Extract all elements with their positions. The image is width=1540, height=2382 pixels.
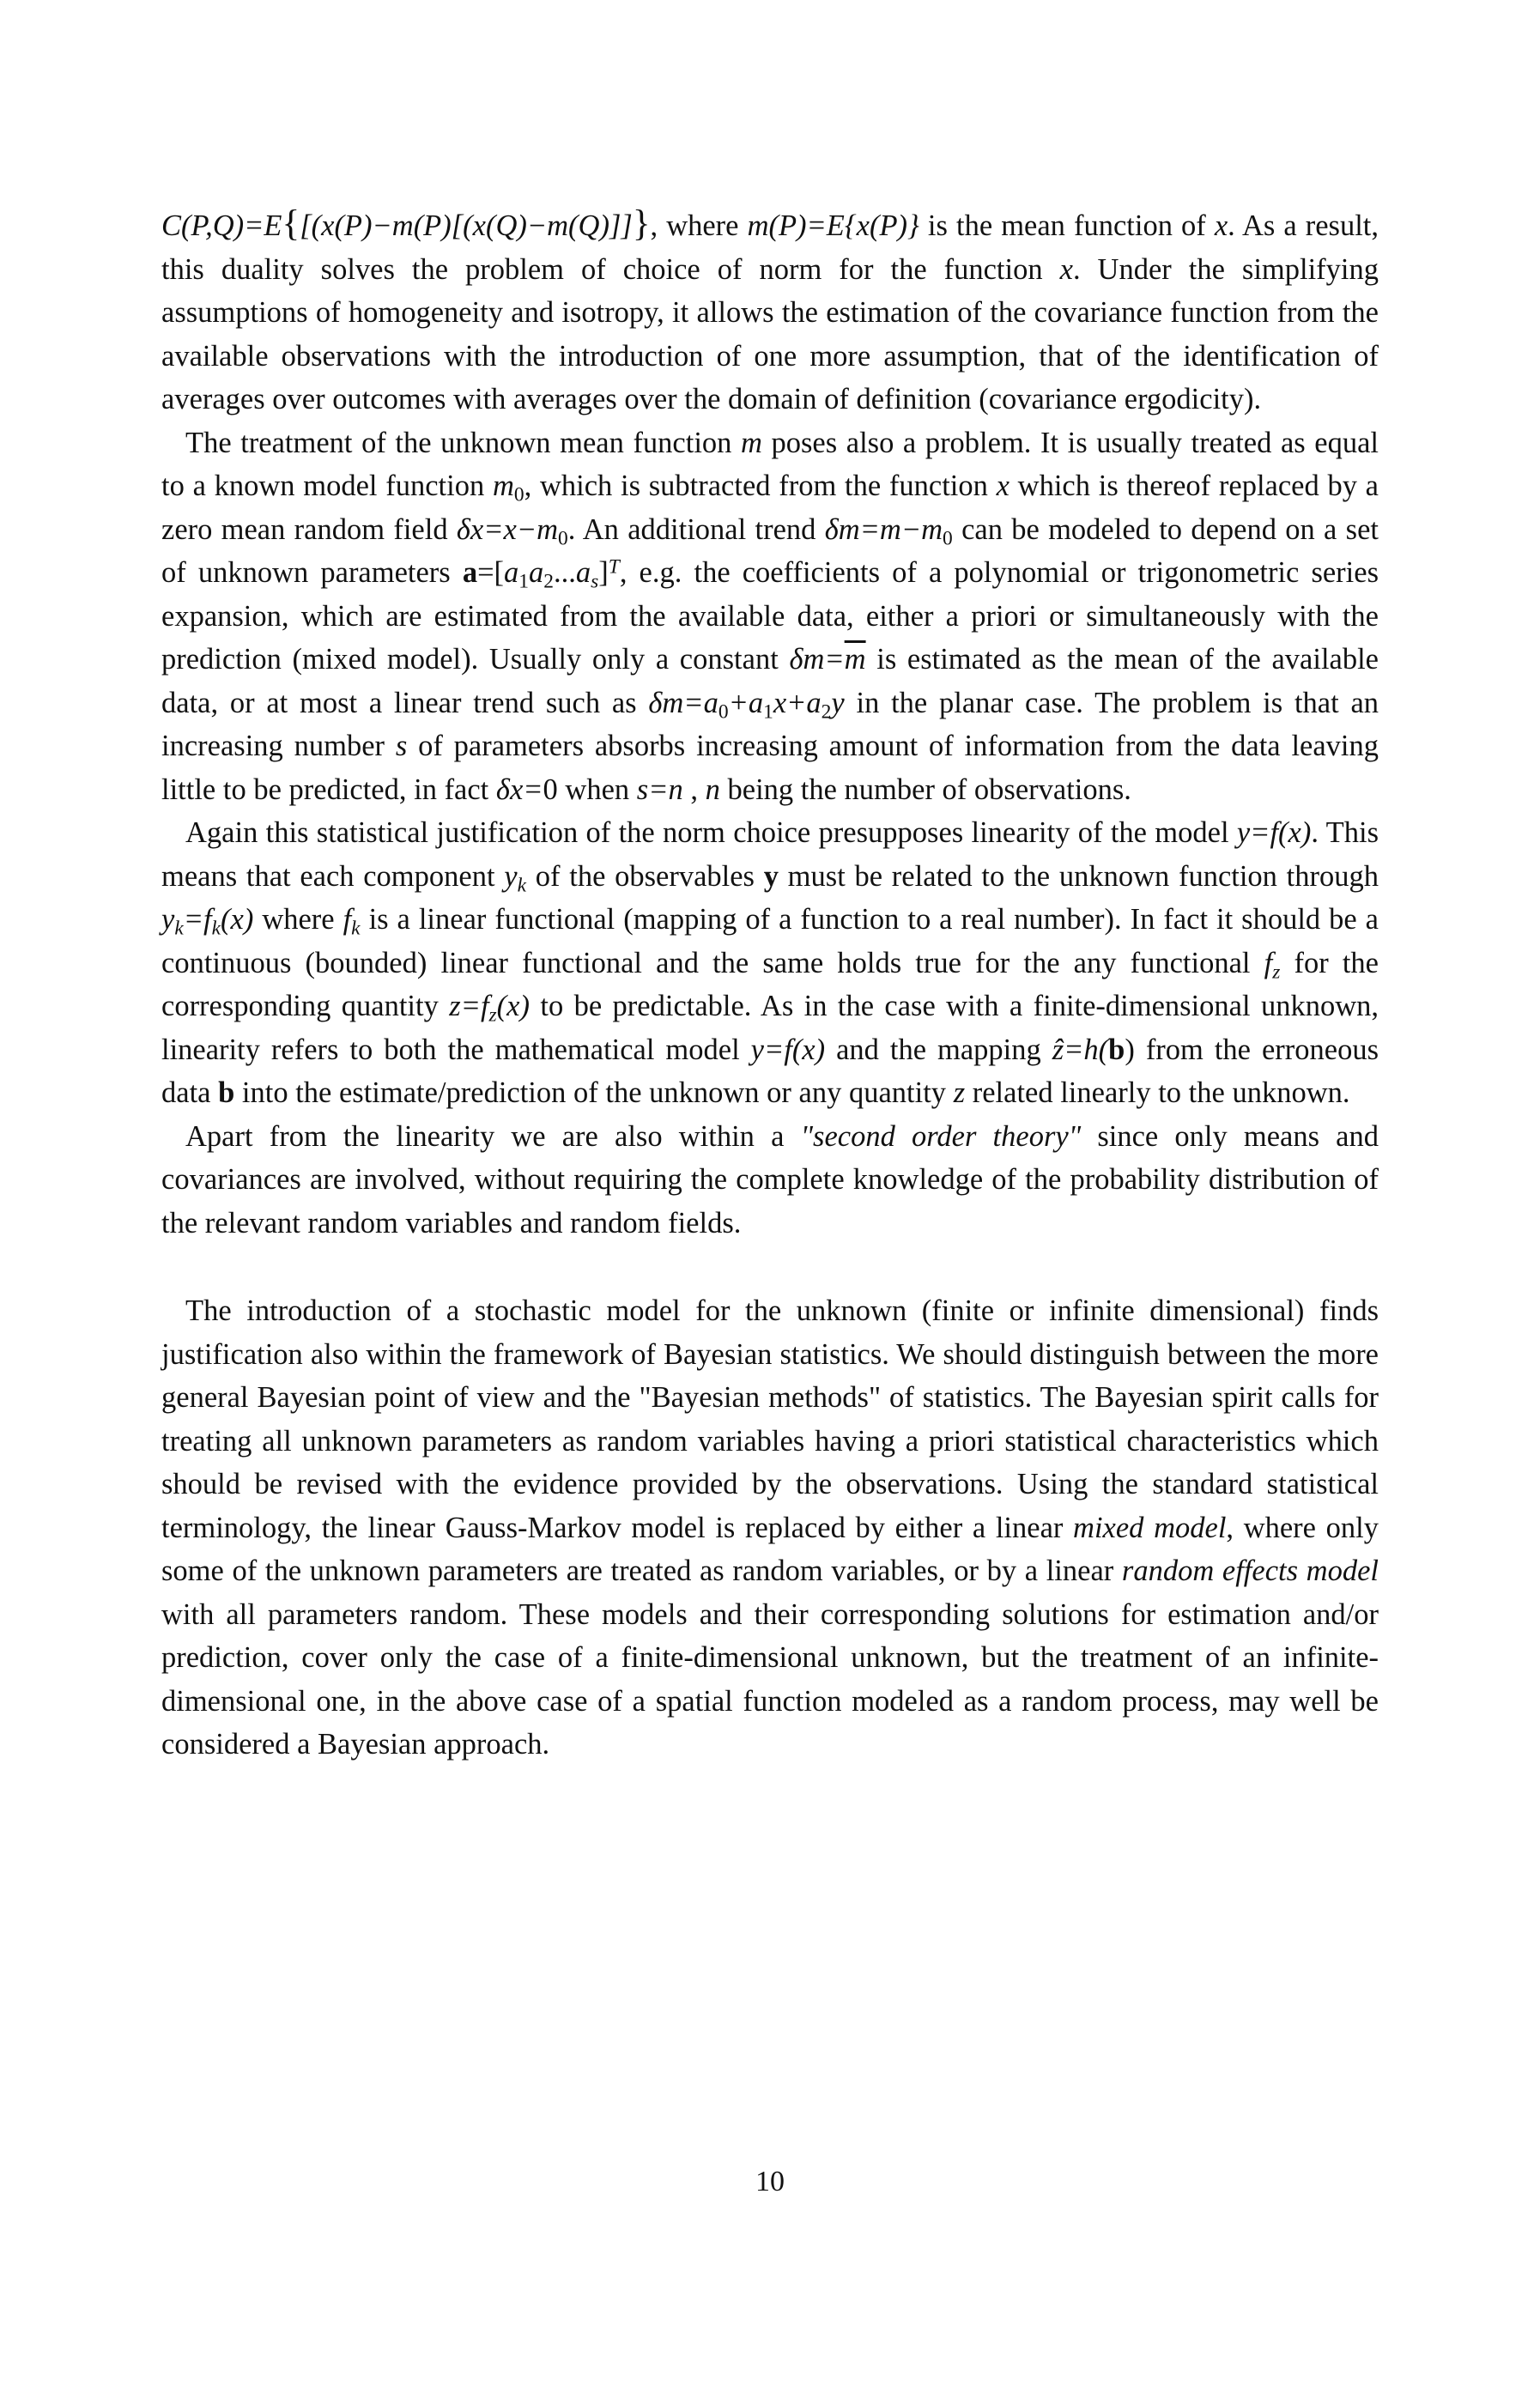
math-segment: =f [183,903,212,936]
math-segment: δx= [495,773,543,806]
math-segment: (x) [221,903,254,936]
page-body [161,204,1379,1767]
math-segment: y=f(x) [1236,816,1312,849]
math-segment: ẑ=h( [1052,1033,1109,1066]
text-segment: =[ [477,556,505,589]
math-segment: a [575,556,591,589]
math-segment: k [211,917,221,940]
math-segment: m [741,426,762,459]
math-segment: 0 [558,527,568,550]
math-segment: 0 [718,700,729,724]
paragraph-4 [161,1115,1379,1246]
text-segment: ... [554,556,576,589]
math-segment: f [1264,946,1273,979]
math-segment: $\overline{m}$ [844,643,866,676]
math-segment: 1 [518,570,530,593]
text-segment: . An additional trend [567,512,825,546]
text-segment: from the erroneous data [161,1033,1379,1109]
math-segment: [(x(P)−m(P)[(x(Q)−m(Q)]] [300,209,633,242]
text-segment: related linearly to the unknown. [965,1076,1350,1109]
math-segment: δx=x−m [456,512,559,546]
text-segment: . This means that each component [161,816,1379,893]
text-segment: and the mapping [825,1033,1052,1066]
math-segment: b [1108,1033,1125,1066]
math-segment: x [1059,252,1073,286]
text-segment: The treatment of the unknown mean function [185,426,741,459]
text-segment: Again this statistical justification of the norm choice presupposes linearity of the model [185,816,1237,849]
math-segment: C(P,Q)=E [161,209,282,242]
math-segment: δm=a [648,686,718,719]
text-segment: is a linear functional (mapping of a function to a real number). In fact it should be a continuous (bounded) linear functional and the same holds true for the any functional [161,903,1379,979]
math-segment: mixed model [1073,1511,1227,1544]
text-segment: of the observables [526,859,764,893]
math-segment: y [504,859,518,893]
text-segment: which is thereof replaced by a zero mean random field [161,470,1379,546]
page-number: 10 [755,2166,785,2197]
text-segment: 0 when [543,773,637,806]
math-segment: k [174,917,184,940]
math-segment: k [517,874,527,897]
text-segment: , which is subtracted from the function [524,470,997,502]
text-segment: to be predictable. As in the case with a finite-dimensional unknown, linearity refers to both the mathematical model [161,990,1379,1066]
text-segment: , [682,773,706,806]
math-segment: m(P)=E{x(P)} [747,209,919,242]
paragraph-3 [161,811,1379,1115]
text-segment: { [282,203,300,244]
text-segment: ] [598,556,609,589]
math-segment: 1 [763,700,773,724]
text-segment: . Under the simplifying assumptions of homogeneity and isotropy, it allows the estimation of the covariance function from the available observations with the introduction of one more assumption, that of the identification of averages over outcomes with averages over the domain of definition (covariance ergodicity). [161,252,1379,415]
math-segment: s=n [636,773,683,806]
math-segment: (x) [496,990,530,1022]
math-segment: x [996,470,1009,502]
text-segment: is the mean function of [919,209,1215,242]
text-segment: The introduction of a stochastic model for the unknown (finite or infinite dimensional) finds justification also within the framework of Bayesian statistics. We should distinguish between the more general Bayesian point of view and the "Bayesian methods" of statistics. The Bayesian spirit calls for treating all unknown parameters as random variables having a priori statistical characteristics which should be revised with the evidence provided by the observations. Using the standard statistical terminology, the linear Gauss-Markov model is replaced by either a linear [161,1294,1379,1544]
math-segment: s [395,730,408,762]
text-segment: where [253,903,343,936]
math-segment: δm= [789,643,845,676]
text-segment: being the number of observations. [719,773,1131,806]
math-segment: a [504,556,519,589]
text-segment: must be related to the unknown function through [778,859,1379,893]
math-segment: z [488,1003,497,1027]
text-segment: Apart from the linearity we are also within a [185,1119,801,1153]
text-segment: , e.g. the coefficients of a polynomial or trigonometric series expansion, which are estimated from the available data, either a priori or simultaneously with the prediction (mixed model). Usually only a constant [161,556,1379,676]
math-segment: k [351,917,361,940]
text-segment: of parameters absorbs increasing amount of information from the data leaving little to be predicted, in fact [161,730,1379,806]
math-segment: random effects model [1121,1555,1379,1587]
math-segment: z [953,1076,966,1109]
text-segment: ) [1125,1033,1135,1066]
math-segment: x+a [773,686,822,719]
math-segment: m [492,470,514,502]
math-segment: y [763,859,779,893]
math-segment: x [1214,209,1228,242]
math-segment: s [591,570,599,593]
text-segment: with all parameters random. These models and their corresponding solutions for estimation and/or prediction, cover only the case of a finite-dimensional unknown, but the treatment of an infinite-dimensional one, in the above case of a spatial function modeled as a random process, may well be considered a Bayesian approach. [161,1597,1379,1761]
math-segment: +a [728,686,764,719]
math-segment: 2 [821,700,832,724]
math-segment: y [831,686,845,719]
math-segment: 0 [943,527,953,550]
text-segment: , where only some of the unknown parameters are treated as random variables, or by a linear [161,1511,1379,1587]
math-segment: 2 [543,570,554,593]
text-segment: into the estimate/prediction of the unknown or any quantity [234,1076,954,1109]
math-segment: b [218,1076,235,1109]
math-segment: z [1272,961,1281,984]
math-segment: n [705,773,720,806]
math-segment: z=f [449,990,489,1022]
paragraph-5 [161,1289,1379,1767]
math-segment: 0 [513,483,524,506]
paragraph-2 [161,421,1379,812]
text-segment: for the corresponding quantity [161,946,1379,1022]
math-segment: y [161,903,175,936]
math-segment: "second order theory" [800,1119,1082,1153]
section-gap [161,1245,1379,1289]
text-segment: in the planar case. The problem is that an increasing number [161,686,1379,762]
math-segment: T [608,555,620,579]
text-segment: } [632,203,651,244]
text-segment: , where [650,209,748,242]
text-segment: poses also a problem. It is usually treated as equal to a known model function [161,426,1379,502]
text-segment: is estimated as the mean of the available data, or at most a linear trend such as [161,643,1379,719]
text-segment: can be modeled to depend on a set of unknown parameters [161,512,1379,589]
paragraph-1 [161,204,1379,421]
text-segment: since only means and covariances are involved, without requiring the complete knowledge of the probability distribution of the relevant random variables and random fields. [161,1119,1379,1239]
text-segment: . As a result, this duality solves the problem of choice of norm for the function [161,209,1379,286]
math-segment: y=f(x) [750,1033,826,1066]
math-segment: a [462,556,478,589]
math-segment: δm=m−m [824,512,943,546]
math-segment: f [343,903,352,936]
math-segment: a [529,556,544,589]
